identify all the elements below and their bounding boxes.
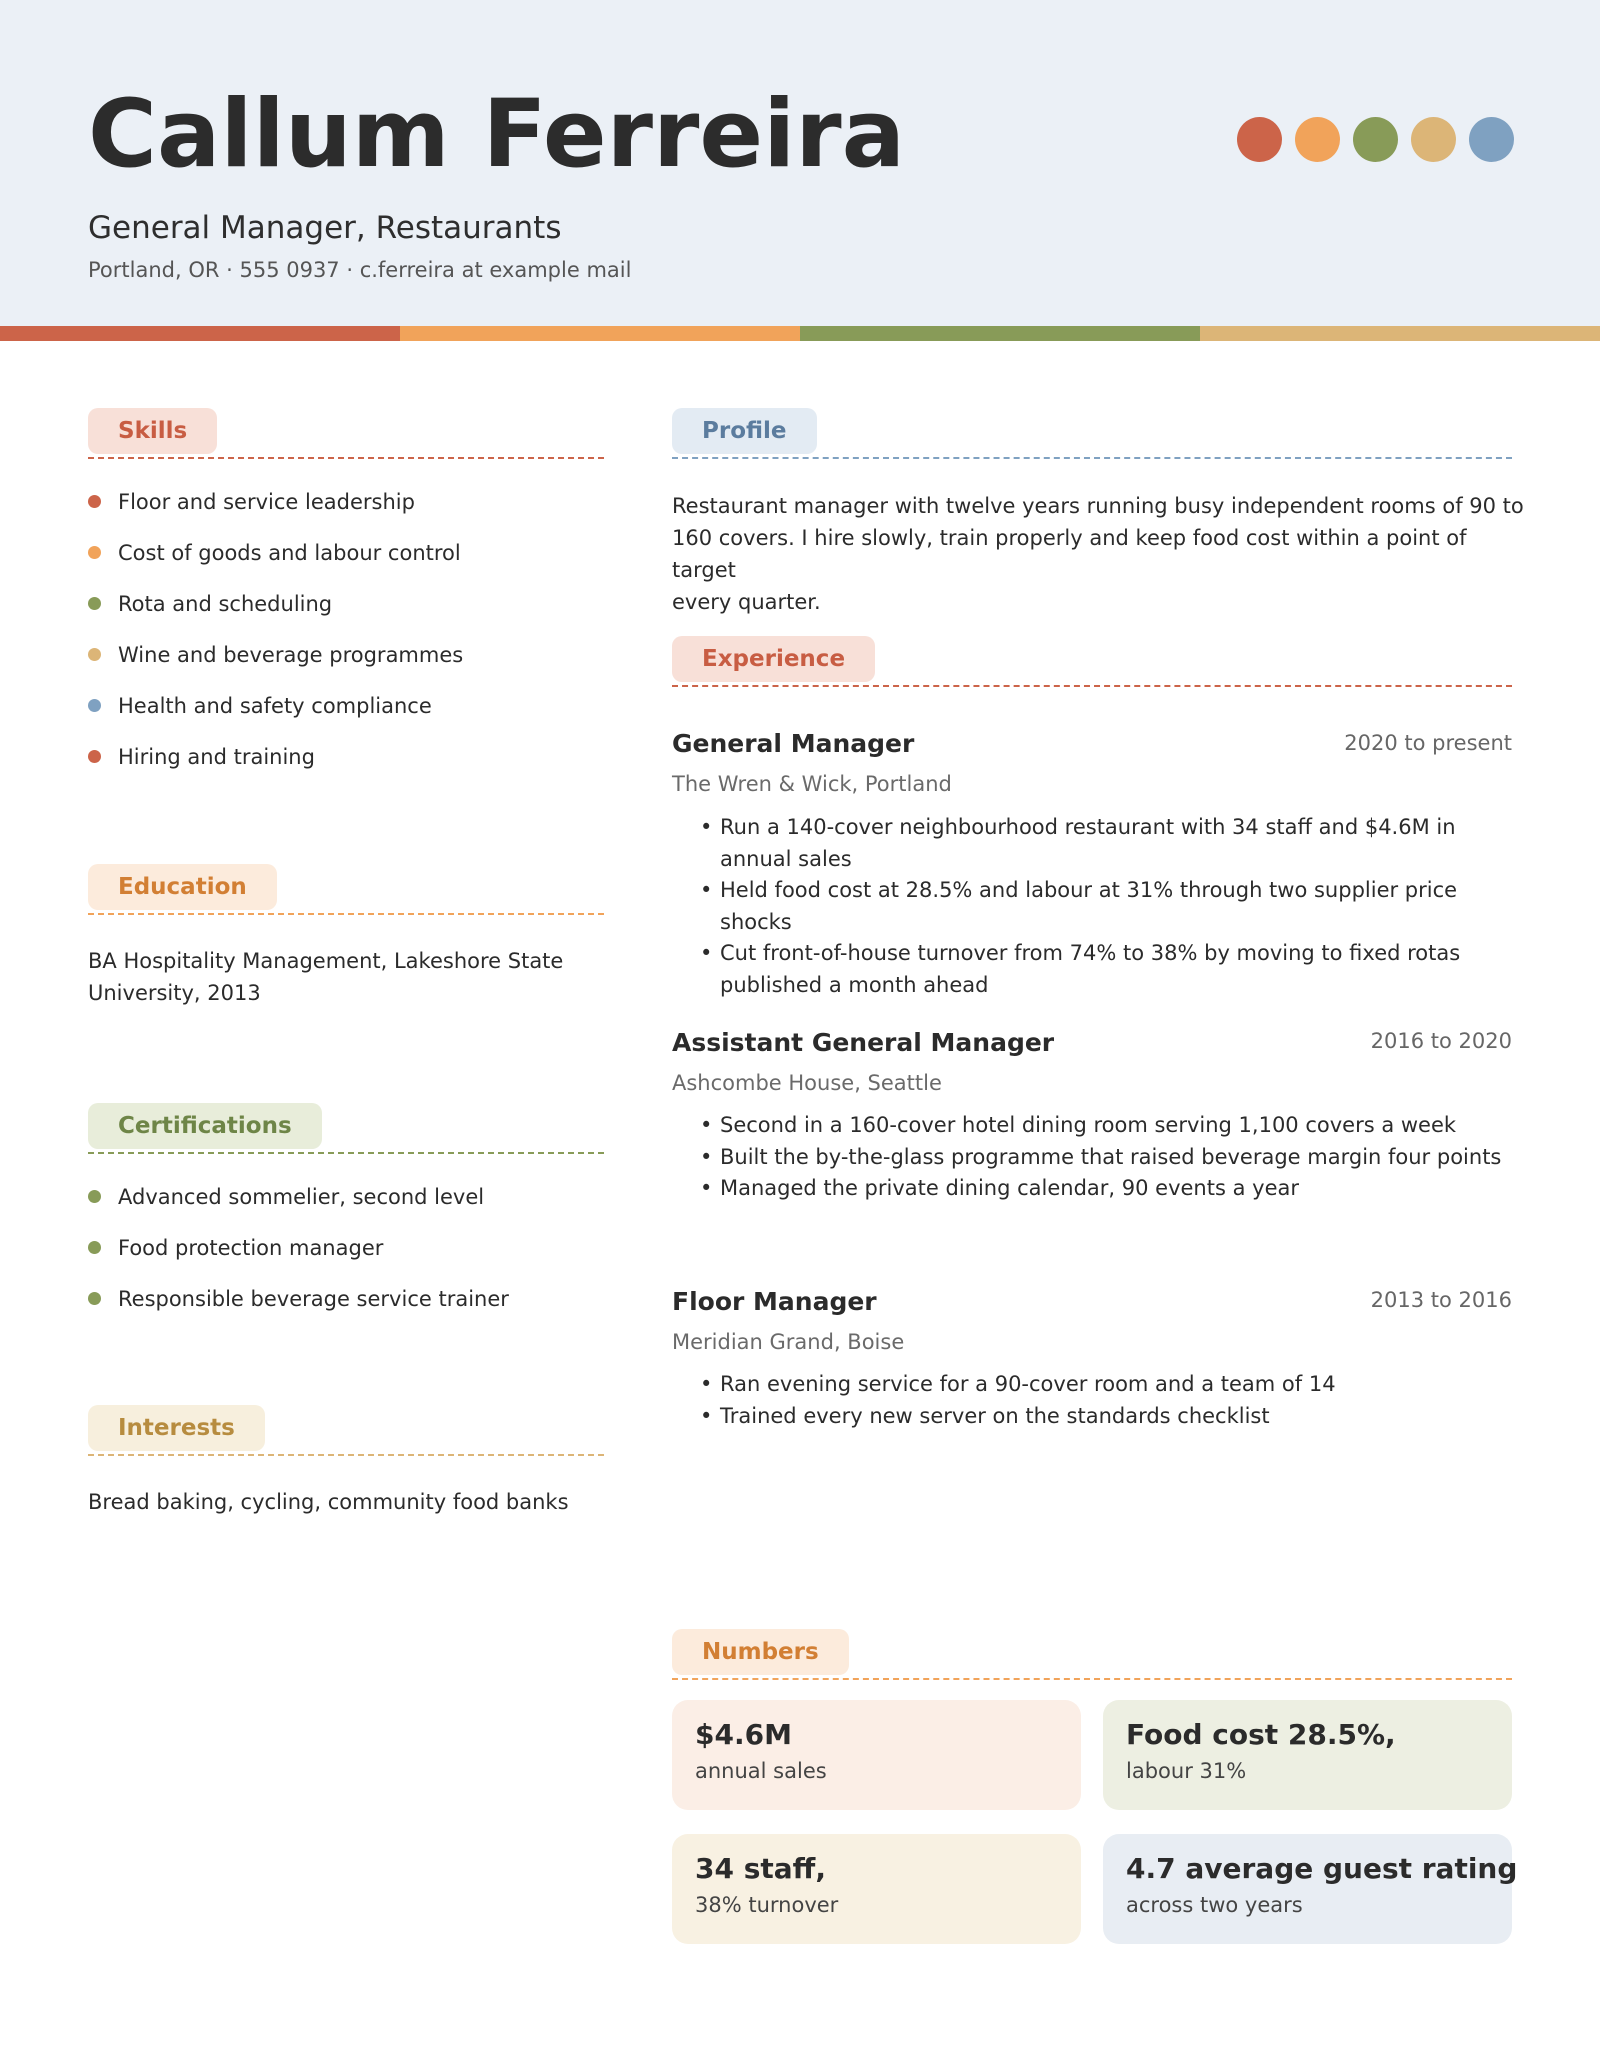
palette-dot (1237, 117, 1282, 162)
palette-dot (1411, 117, 1456, 162)
palette-dot (1353, 117, 1398, 162)
candidate-name: Callum Ferreira (88, 80, 906, 189)
job-bullet: • Ran evening service for a 90-cover room and a team of 14 (700, 1369, 1520, 1401)
job-dates: 2013 to 2016 (1370, 1288, 1512, 1312)
certifications-rule (88, 1152, 604, 1154)
stat-caption: annual sales (695, 1759, 827, 1783)
stat-card (672, 1700, 1081, 1810)
job-company: Ashcombe House, Seattle (672, 1071, 942, 1095)
education-line: University, 2013 (88, 981, 261, 1005)
contact-line: Portland, OR · 555 0937 · c.ferreira at example mail (88, 258, 632, 282)
stat-value: Food cost 28.5%, (1126, 1718, 1396, 1751)
job-company: The Wren & Wick, Portland (672, 772, 952, 796)
stripe-segment (0, 326, 400, 341)
stat-value: $4.6M (695, 1718, 792, 1751)
profile-rule (672, 457, 1512, 459)
job-dates: 2016 to 2020 (1370, 1029, 1512, 1053)
color-stripe (0, 326, 1600, 341)
palette-dots (1237, 117, 1514, 162)
job-bullets (700, 1110, 1520, 1205)
bullet-dot (88, 648, 101, 661)
job-dates: 2020 to present (1344, 731, 1512, 755)
bullet-dot (88, 1292, 101, 1305)
bullet-dot (88, 495, 101, 508)
resume-header (0, 0, 1600, 326)
job-bullet: • Held food cost at 28.5% and labour at 31% through two supplier price shocks (700, 875, 1520, 938)
palette-dot (1469, 117, 1514, 162)
stat-card (672, 1834, 1081, 1944)
bullet-dot (88, 1241, 101, 1254)
job-company: Meridian Grand, Boise (672, 1330, 905, 1354)
palette-dot (1295, 117, 1340, 162)
certification-label: Advanced sommelier, second level (118, 1185, 485, 1209)
bullet-dot (88, 546, 101, 559)
profile-text (672, 490, 1532, 618)
candidate-role: General Manager, Restaurants (88, 210, 562, 246)
stat-caption: labour 31% (1126, 1759, 1247, 1783)
bullet-dot (88, 597, 101, 610)
bullet-dot (88, 699, 101, 712)
job-bullets (700, 812, 1520, 1001)
interests-title: Interests (88, 1405, 265, 1451)
skill-label: Hiring and training (118, 745, 315, 769)
certifications-title: Certifications (88, 1103, 322, 1149)
job-bullet: • Managed the private dining calendar, 90 events a year (700, 1173, 1520, 1205)
skill-label: Cost of goods and labour control (118, 541, 461, 565)
job-bullet: • Run a 140-cover neighbourhood restaurant with 34 staff and $4.6M in annual sales (700, 812, 1520, 875)
stat-value: 4.7 average guest rating (1126, 1852, 1518, 1885)
job-bullet: • Built the by-the-glass programme that raised beverage margin four points (700, 1142, 1520, 1174)
job-title: General Manager (672, 729, 915, 758)
experience-title: Experience (672, 636, 875, 682)
education-line: BA Hospitality Management, Lakeshore State (88, 949, 564, 973)
stripe-segment (1200, 326, 1600, 341)
stat-value: 34 staff, (695, 1852, 826, 1885)
stripe-segment (800, 326, 1200, 341)
education-text (88, 945, 608, 1009)
job-bullet: • Cut front-of-house turnover from 74% to 38% by moving to fixed rotas published a month ahead (700, 938, 1520, 1001)
numbers-title: Numbers (672, 1629, 849, 1675)
skills-title: Skills (88, 408, 217, 454)
interests-text: Bread baking, cycling, community food banks (88, 1490, 569, 1514)
interests-rule (88, 1454, 604, 1456)
skills-rule (88, 457, 604, 459)
profile-title: Profile (672, 408, 817, 454)
certification-label: Food protection manager (118, 1236, 384, 1260)
skill-label: Rota and scheduling (118, 592, 333, 616)
job-title: Floor Manager (672, 1287, 877, 1316)
profile-line: every quarter. (672, 590, 821, 614)
job-bullets (700, 1369, 1520, 1432)
stripe-segment (400, 326, 800, 341)
profile-line: Restaurant manager with twelve years running busy independent rooms of 90 to (672, 494, 1524, 518)
job-bullet: • Second in a 160-cover hotel dining room serving 1,100 covers a week (700, 1110, 1520, 1142)
education-rule (88, 913, 604, 915)
bullet-dot (88, 750, 101, 763)
job-title: Assistant General Manager (672, 1028, 1055, 1057)
stat-caption: across two years (1126, 1893, 1303, 1917)
numbers-rule (672, 1678, 1512, 1680)
skill-label: Wine and beverage programmes (118, 643, 464, 667)
stat-card (1103, 1834, 1518, 1944)
stat-caption: 38% turnover (695, 1893, 839, 1917)
job-bullet: • Trained every new server on the standards checklist (700, 1401, 1520, 1433)
experience-rule (672, 685, 1512, 687)
education-title: Education (88, 864, 277, 910)
skill-label: Floor and service leadership (118, 490, 415, 514)
certification-label: Responsible beverage service trainer (118, 1287, 509, 1311)
bullet-dot (88, 1190, 101, 1203)
skill-label: Health and safety compliance (118, 694, 432, 718)
profile-line: 160 covers. I hire slowly, train properly and keep food cost within a point of target (672, 526, 1467, 582)
stat-card (1103, 1700, 1512, 1810)
